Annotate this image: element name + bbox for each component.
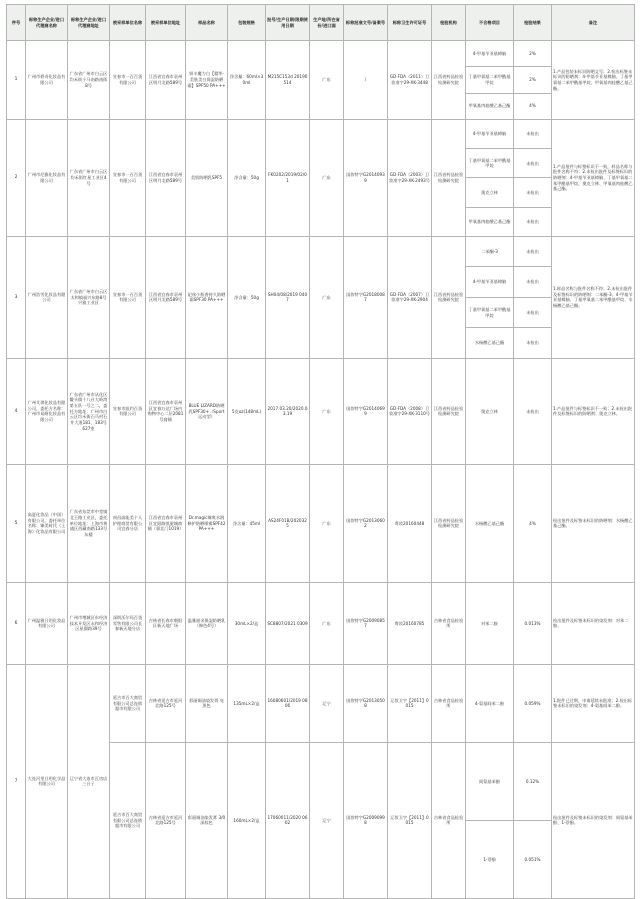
batch-cell: 17060011/2020 0602 [266, 742, 310, 898]
address-cell: 广东省广州市白云区均禾街红星工业区4号 [68, 119, 110, 236]
origin-cell: 广东 [310, 236, 344, 358]
origin-cell: 广东 [310, 582, 344, 664]
seq-cell: 7 [7, 664, 26, 898]
approval-cell: 国妆特字G20090998 [344, 742, 388, 898]
sampled-unit-cell: 宣春市一百百货有限公司 [110, 41, 146, 120]
product-cell: 美肌防晒乳SPF5 [186, 119, 228, 236]
address-cell: 广东省广州市白云区均禾街小马南路南街8号 [68, 41, 110, 120]
approval-cell: 国妆特字G20180087 [344, 236, 388, 358]
failed-item-cell: 水杨酸乙基己酯 [466, 328, 514, 359]
spec-cell: 净含量：50g [228, 236, 266, 358]
license-cell: GD·FDA（2007）卫妆准字29-XK-2904 [388, 236, 432, 358]
license-cell: 辽妆卫字【2011】0015 [388, 664, 432, 742]
approval-cell: 国妆特字G20090857 [344, 582, 388, 664]
table-row [7, 464, 635, 582]
column-header: 标称批准文号/备案号 [344, 5, 388, 41]
product-cell: 妃丝小瓶香持久防晒霜SPF30 PA+++ [186, 236, 228, 358]
failed-item-cell: 4-甲基苄亚基樟脑 [466, 119, 514, 148]
table-row [7, 236, 635, 267]
license-cell: GD·FDA（2011）卫妆准字29-XK-3448 [388, 41, 432, 120]
failed-item-cell: 奥克立林 [466, 178, 514, 207]
remark-cell: 1.样品名称与批件名称不符；2.未检出批件及标签标识的防晒剂：二苯酮-3、4-甲基苄亚基樟脑、丁基甲氧基二苯甲酰基甲烷、水杨酸乙基己酯。 [552, 236, 635, 358]
sampled-unit-cell: 深圳沃尔玛百货零售有限公司长春新天地分店 [110, 582, 146, 664]
approval-cell: 国妆特字G20130602 [344, 464, 388, 582]
product-cell: 温雅滋采保湿防晒乳（修色4号） [186, 582, 228, 664]
table-row [7, 119, 635, 148]
column-header: 标称卫生许可证号 [388, 5, 432, 41]
address-cell: 广州市增城区东经济技术开发区永和经济区星圆路39号 [68, 582, 110, 664]
address-cell: 广东省东莞市中堂镇北王路工业区，委托单位地址：上海市黄浦区西藏南路133号东楼 [68, 464, 110, 582]
result-cell: 未检出 [514, 236, 552, 267]
approval-cell: / [344, 41, 388, 120]
batch-cell: AS24F01B/2020325 [266, 464, 310, 582]
result-cell: 4% [514, 93, 552, 119]
origin-cell: 广东 [310, 41, 344, 120]
batch-cell: 2017.03.20/2020.03.19 [266, 358, 310, 464]
failed-item-cell: 丁基甲氧基二苯甲酰基甲烷 [466, 149, 514, 178]
header-row [7, 5, 635, 41]
lab-cell: 江西省药品检验检测研究院 [432, 358, 466, 464]
seq-cell: 4 [7, 358, 26, 464]
table-header [7, 5, 635, 41]
table-row [7, 664, 635, 742]
batch-cell: SH04/08/2019 0407 [266, 236, 310, 358]
origin-cell: 辽宁 [310, 742, 344, 898]
result-cell: 0.12% [514, 742, 552, 820]
lab-cell: 吉林省食品检验所 [432, 582, 466, 664]
result-cell: 未检出 [514, 119, 552, 148]
remark-cell: 1.产品批件与标签标识不一致；2.未检出批件及标签标识的防晒剂：奥克立林。 [552, 358, 635, 464]
failed-item-cell: 甲氧基肉桂酸乙基己酯 [466, 93, 514, 119]
column-header: 标称生产企业/进口代理商名称 [26, 5, 68, 41]
table-body [7, 41, 635, 899]
sampled-address-cell: 江西省宜春市袁州区明月北路589号 [146, 41, 186, 120]
lab-cell: 江西省药品检验检测研究院 [432, 41, 466, 120]
failed-item-cell: 4-甲基苄亚基樟脑 [466, 267, 514, 298]
remark-cell: 1.产品包装未标识防晒文号；2.检出标签未标识的防晒剂：4-甲基苄亚基樟脑、丁基甲氧基二苯甲酰基甲烷、甲氧基肉桂酸乙基己酯。 [552, 41, 635, 120]
result-cell: 2% [514, 41, 552, 67]
column-header: 被采样单位地址 [146, 5, 186, 41]
remark-cell: 检出批件及标签未标识的防晒剂：水杨酸乙基己酯。 [552, 464, 635, 582]
seq-cell: 2 [7, 119, 26, 236]
company-cell: 广州温雅日用化妆品有限公司 [26, 582, 68, 664]
column-header: 样品名称 [186, 5, 228, 41]
spec-cell: 135mL×2/盒 [228, 664, 266, 742]
product-cell: 彩丽焗油染发膏 亮黑色 [186, 664, 228, 742]
lab-cell: 吉林省食品检验所 [432, 664, 466, 742]
sampled-unit-cell: 延吉市百大商贸有限公司总连锁超市有限公司 [110, 742, 146, 898]
origin-cell: 广东 [310, 119, 344, 236]
company-cell: 大连河里日用化学品有限公司 [26, 664, 68, 898]
column-header: 备注 [552, 5, 635, 41]
failed-item-cell: 二苯酮-3 [466, 236, 514, 267]
failed-item-cell: 4-氨基间苯二酚 [466, 664, 514, 742]
result-cell: 4% [514, 464, 552, 582]
company-cell: 广州艾琪化妆品有限公司，委托方名称：广州市易耐化妆品有限公司 [26, 358, 68, 464]
company-cell: 高夏化妆品（中国）有限公司，委托单位名称：臻美时代（上海）化妆品有限公司 [26, 464, 68, 582]
result-cell: 未检出 [514, 297, 552, 328]
result-cell: 0.013% [514, 582, 552, 664]
approval-cell: 国妆特字G20140939 [344, 119, 388, 236]
spec-cell: 160mL×2/盒 [228, 742, 266, 898]
seq-cell: 5 [7, 464, 26, 582]
address-cell: 辽宁省大连市瓦房店三台子 [68, 664, 110, 898]
lab-cell: 江西省药品检验检测研究院 [432, 119, 466, 236]
column-header: 包装规格 [228, 5, 266, 41]
sampled-unit-cell: 延吉市百大商贸有限公司总连锁超市有限公司 [110, 664, 146, 742]
sampled-address-cell: 吉林省延吉市延河北路125号 [146, 664, 186, 742]
license-cell: GD·FDA（2008）卫妆准字29-XK-3110号 [388, 358, 432, 464]
approval-cell: 国妆特字G20130508 [344, 664, 388, 742]
remark-cell: 1.产品批件与标签标识不一致，样品名称与批件名称不符；2.未检出批件及标签标识的防晒剂：4-甲基苄亚基樟脑、丁基甲氧基二苯甲酰基甲烷、奥克立林、甲氧基肉桂酸乙基己酯。 [552, 119, 635, 236]
failed-item-cell: 水杨酸乙基己酯 [466, 464, 514, 582]
seq-cell: 3 [7, 236, 26, 358]
result-cell: 未检出 [514, 178, 552, 207]
sampled-address-cell: 江西省宜春市袁州区明月北路589号 [146, 119, 186, 236]
failed-item-cell: 丁基甲氧基二苯甲酰基甲烷 [466, 67, 514, 93]
product-cell: 彩丽焗油染发膏 3/0深棕色 [186, 742, 228, 898]
column-header: 生产地/所在省份/进口国 [310, 5, 344, 41]
result-cell: 未检出 [514, 328, 552, 359]
product-cell: BLUE LIZARD防晒乳SPF30+（Sport运动型） [186, 358, 228, 464]
company-cell: 广州浩雪化妆品有限公司 [26, 236, 68, 358]
license-cell: 粤妆20160785 [388, 582, 432, 664]
company-cell: 广州市碧奇化妆品有限公司 [26, 41, 68, 120]
column-header: 检验结果 [514, 5, 552, 41]
seq-cell: 6 [7, 582, 26, 664]
origin-cell: 广东 [310, 464, 344, 582]
failed-item-cell: 4-甲基苄亚基樟脑 [466, 41, 514, 67]
spec-cell: 30mL×2/盒 [228, 582, 266, 664]
batch-cell: SC8807/2021 0309 [266, 582, 310, 664]
license-cell: GD·FDA（2003）卫妆准字29-XK-2493号 [388, 119, 432, 236]
failed-item-cell: 奥克立林 [466, 358, 514, 464]
sampled-address-cell: 吉林省长春市朝阳区新天地广场 [146, 582, 186, 664]
sampled-unit-cell: 宣春市一百百货有限公司 [110, 236, 146, 358]
product-cell: Dr.magic臻爽水润修护防晒喷雾SPF42 PA+++ [186, 464, 228, 582]
result-cell: 未检出 [514, 207, 552, 236]
sampled-address-cell: 江西省宜春市袁州区宜春万达广场内购物中心二层2081号商铺 [146, 358, 186, 464]
column-header: 序号 [7, 5, 26, 41]
result-cell: 0.059% [514, 664, 552, 742]
remark-cell: 检出批件及标签未标识的染发剂：对苯二胺。 [552, 582, 635, 664]
column-header: 检验机构 [432, 5, 466, 41]
address-cell: 广东省广州市白云区太和镇福兴东路8号兴雅工业区 [68, 236, 110, 358]
remark-cell: 1.批件已过期，申请延续未批准；2.检出标签未标识的染发剂：4-氨基间苯二酚。 [552, 664, 635, 742]
origin-cell: 广东 [310, 358, 344, 464]
lab-cell: 江西省药品检验检测研究院 [432, 236, 466, 358]
license-cell: 辽妆卫字【2011】0015 [388, 742, 432, 898]
result-cell: 0.051% [514, 820, 552, 898]
batch-cell: M215C153d 20190514 [266, 41, 310, 120]
failed-item-cell: 丁基甲氧基二苯甲酰基甲烷 [466, 297, 514, 328]
sampled-address-cell: 吉林省延吉市延河北路125号 [146, 742, 186, 898]
origin-cell: 辽宁 [310, 664, 344, 742]
sampled-address-cell: 江西省宜春市袁州区明月北路589号 [146, 236, 186, 358]
spec-cell: 净含量：50g [228, 119, 266, 236]
column-header: 被采样单位名称 [110, 5, 146, 41]
result-cell: 未检出 [514, 358, 552, 464]
report-page [6, 4, 634, 899]
failed-item-cell: 对苯二胺 [466, 582, 514, 664]
approval-cell: 国妆特字G20140699 [344, 358, 388, 464]
spec-cell: 净含量：45ml [228, 464, 266, 582]
lab-cell: 江西省药品检验检测研究院 [432, 464, 466, 582]
table-row [7, 358, 635, 464]
lab-cell: 吉林省食品检验所 [432, 742, 466, 898]
failed-item-cell: 甲氧基肉桂酸乙基己酯 [466, 207, 514, 236]
result-cell: 未检出 [514, 267, 552, 298]
result-cell: 2% [514, 67, 552, 93]
failed-item-cell: 1-萘酚 [466, 820, 514, 898]
column-header: 标称生产企业/进口代理商地址 [68, 5, 110, 41]
seq-cell: 1 [7, 41, 26, 120]
result-cell: 未检出 [514, 149, 552, 178]
batch-cell: FK0202/2019/02/01 [266, 119, 310, 236]
column-header: 批号/生产日期/限期使用日期 [266, 5, 310, 41]
address-cell: 广东省广州市从化区鳌头镇十八社大岭湾第五队一号之二，委托方地址：广州市白云区均禾街石马村石井大道181、183号627室 [68, 358, 110, 464]
company-cell: 广州市尼雅化妆品有限公司 [26, 119, 68, 236]
license-cell: 粤妆20160448 [388, 464, 432, 582]
product-cell: 妍丰魔力白【精华·美肤美白保湿防晒霜】SPF50 PA+++ [186, 41, 228, 120]
sampled-unit-cell: 宣春市一百百货有限公司 [110, 119, 146, 236]
sampled-unit-cell: 宣春市纽约百货有限公司 [110, 358, 146, 464]
batch-cell: 16080601/2019 0806 [266, 664, 310, 742]
sampled-unit-cell: 南昌高能美个人护理商贸有限公司宜春分店 [110, 464, 146, 582]
remark-cell: 检出批件及标签未标识的染发剂：间氨基苯酚、1-萘酚。 [552, 742, 635, 898]
table-row [7, 41, 635, 67]
failed-item-cell: 间氨基苯酚 [466, 742, 514, 820]
spec-cell: 净含量：60ml×30ml [228, 41, 266, 120]
inspection-table [6, 4, 635, 899]
column-header: 不合格项目 [466, 5, 514, 41]
spec-cell: 5克oz(148mL) [228, 358, 266, 464]
table-row [7, 582, 635, 664]
sampled-address-cell: 江西省宜春市袁州区宜阳路凯旋城商铺（靠北门1019） [146, 464, 186, 582]
